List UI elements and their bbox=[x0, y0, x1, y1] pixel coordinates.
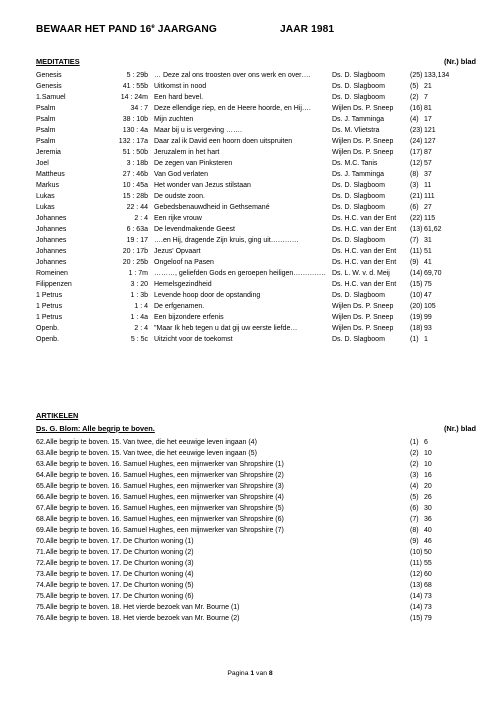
page-number: 30 bbox=[424, 505, 432, 513]
artikel-row bbox=[36, 536, 476, 547]
page-number: 57 bbox=[424, 159, 432, 167]
bible-reference: 1 : 4a bbox=[130, 313, 148, 321]
artikel-title: 64.Alle begrip te boven. 16. Samuel Hughes, een mijnwerker van Shropshire (2) bbox=[36, 472, 284, 480]
meditatie-author: Ds. H.C. van der Ent bbox=[332, 280, 397, 288]
bible-reference: 20 : 17b bbox=[122, 247, 148, 255]
issue-number: (10) bbox=[410, 291, 423, 299]
page-number: 11 bbox=[424, 181, 432, 189]
bible-reference: 27 : 46b bbox=[122, 170, 148, 178]
page-number: 99 bbox=[424, 313, 432, 321]
issue-number: (4) bbox=[410, 115, 419, 123]
artikel-title: 63.Alle begrip te boven. 16. Samuel Hughes, een mijnwerker van Shropshire (1) bbox=[36, 461, 284, 469]
meditatie-row bbox=[36, 158, 476, 169]
meditatie-title: ………, geliefden Gods en geroepen heiligen………….. bbox=[154, 269, 326, 277]
meditatie-title: Daar zal ik David een hoorn doen uitspruiten bbox=[154, 137, 293, 145]
meditatie-title: Mijn zuchten bbox=[154, 115, 194, 123]
meditatie-author: Ds. J. Tamminga bbox=[332, 115, 384, 123]
artikelen-list bbox=[36, 437, 476, 624]
artikel-title: 65.Alle begrip te boven. 16. Samuel Hughes, een mijnwerker van Shropshire (3) bbox=[36, 483, 284, 491]
artikel-title: 62.Alle begrip te boven. 15. Van twee, die het eeuwige leven ingaan (4) bbox=[36, 439, 257, 446]
meditatie-row bbox=[36, 224, 476, 235]
issue-number: (9) bbox=[410, 538, 419, 546]
issue-number: (6) bbox=[410, 203, 419, 211]
meditatie-author: Ds. J. Tamminga bbox=[332, 170, 384, 178]
page-number: 37 bbox=[424, 170, 432, 178]
page-number: 20 bbox=[424, 483, 432, 491]
meditatie-title: De oudste zoon. bbox=[154, 192, 205, 200]
meditatie-title: Maar bij u is vergeving ……. bbox=[154, 126, 242, 134]
meditatie-title: ….en Hij, dragende Zijn kruis, ging uit………… bbox=[154, 236, 299, 244]
page-number: 87 bbox=[424, 148, 432, 156]
issue-number: (6) bbox=[410, 505, 419, 513]
issue-number: (1) bbox=[410, 335, 419, 343]
issue-number: (24) bbox=[410, 137, 423, 145]
meditatie-row bbox=[36, 125, 476, 136]
issue-number: (17) bbox=[410, 148, 423, 156]
artikel-title: 69.Alle begrip te boven. 16. Samuel Hughes, een mijnwerker van Shropshire (7) bbox=[36, 527, 284, 535]
issue-number: (13) bbox=[410, 225, 423, 233]
issue-number: (5) bbox=[410, 82, 419, 90]
issue-number: (3) bbox=[410, 472, 419, 480]
meditatie-author: Wijlen Ds. P. Sneep bbox=[332, 104, 394, 112]
bible-reference: 1 : 3b bbox=[130, 291, 148, 299]
meditatie-title: Levende hoop door de opstanding bbox=[154, 291, 261, 299]
page-number: 1 bbox=[424, 335, 428, 343]
meditatie-title: Van God verlaten bbox=[154, 170, 208, 178]
issue-number: (4) bbox=[410, 483, 419, 491]
meditatie-row bbox=[36, 180, 476, 191]
issue-number: (2) bbox=[410, 461, 419, 469]
meditatie-row bbox=[36, 103, 476, 114]
issue-number: (20) bbox=[410, 302, 423, 310]
artikel-row bbox=[36, 448, 476, 459]
page-number: 105 bbox=[424, 302, 436, 310]
meditatie-row bbox=[36, 147, 476, 158]
issue-number: (2) bbox=[410, 450, 419, 458]
bible-book: Johannes bbox=[36, 236, 67, 244]
meditatie-row bbox=[36, 257, 476, 268]
issue-number: (8) bbox=[410, 170, 419, 178]
issue-number: (14) bbox=[410, 593, 423, 601]
page-number: 60 bbox=[424, 571, 432, 579]
meditatie-author: Ds. D. Slagboom bbox=[332, 93, 385, 101]
page-number: 36 bbox=[424, 516, 432, 524]
bible-book: Johannes bbox=[36, 258, 67, 266]
meditatie-row bbox=[36, 92, 476, 103]
bible-reference: 132 : 17a bbox=[118, 137, 148, 145]
issue-number: (3) bbox=[410, 181, 419, 189]
meditatie-title: Hemelsgezindheid bbox=[154, 280, 212, 288]
page-header bbox=[36, 24, 476, 38]
artikel-row bbox=[36, 558, 476, 569]
page-number: 73 bbox=[424, 593, 432, 601]
issue-number: (15) bbox=[410, 615, 423, 623]
meditatie-title: Uitkomst in nood bbox=[154, 82, 207, 90]
artikel-row bbox=[36, 580, 476, 591]
meditatie-author: Wijlen Ds. P. Sneep bbox=[332, 148, 394, 156]
bible-reference: 14 : 24m bbox=[120, 93, 148, 101]
meditatie-row bbox=[36, 279, 476, 290]
artikel-row bbox=[36, 569, 476, 580]
artikel-row bbox=[36, 613, 476, 624]
bible-book: 1 Petrus bbox=[36, 302, 63, 310]
issue-number: (8) bbox=[410, 527, 419, 535]
meditatie-title: De erfgenamen. bbox=[154, 302, 205, 310]
meditatie-author: Wijlen Ds. P. Sneep bbox=[332, 324, 394, 332]
meditatie-row bbox=[36, 213, 476, 224]
bible-book: 1.Samuel bbox=[36, 93, 66, 101]
page-number: 10 bbox=[424, 461, 432, 469]
page-number: 50 bbox=[424, 549, 432, 557]
meditatie-author: Ds. D. Slagboom bbox=[332, 181, 385, 189]
page-number: 75 bbox=[424, 280, 432, 288]
bible-reference: 34 : 7 bbox=[130, 104, 148, 112]
meditatie-row bbox=[36, 136, 476, 147]
bible-book: Johannes bbox=[36, 247, 67, 255]
meditatie-title: Een hard bevel. bbox=[154, 93, 204, 101]
page-number: 127 bbox=[424, 137, 436, 145]
meditaties-list bbox=[36, 70, 476, 345]
bible-reference: 6 : 63a bbox=[126, 225, 148, 233]
meditaties-heading: MEDITATIES (Nr.) blad bbox=[36, 57, 476, 66]
bible-book: 1 Petrus bbox=[36, 291, 63, 299]
issue-number: (15) bbox=[410, 280, 423, 288]
meditatie-author: Ds. D. Slagboom bbox=[332, 335, 385, 343]
meditatie-author: Ds. D. Slagboom bbox=[332, 71, 385, 79]
issue-number: (9) bbox=[410, 258, 419, 266]
artikel-row bbox=[36, 481, 476, 492]
artikel-row bbox=[36, 525, 476, 536]
artikel-row bbox=[36, 591, 476, 602]
page-number: 111 bbox=[424, 192, 435, 200]
bible-reference: 130 : 4a bbox=[122, 126, 148, 134]
artikel-row bbox=[36, 547, 476, 558]
meditatie-row bbox=[36, 191, 476, 202]
meditatie-row bbox=[36, 312, 476, 323]
bible-book: Markus bbox=[36, 181, 59, 189]
bible-book: Genesis bbox=[36, 71, 62, 79]
artikelen-column-header: (Nr.) blad bbox=[443, 424, 476, 433]
page-number: 31 bbox=[424, 236, 432, 244]
page-number: 16 bbox=[424, 472, 432, 480]
issue-number: (14) bbox=[410, 604, 423, 612]
bible-book: Openb. bbox=[36, 335, 59, 343]
page-number: 68 bbox=[424, 582, 432, 590]
meditatie-author: Ds. H.C. van der Ent bbox=[332, 258, 397, 266]
page-number: 133,134 bbox=[424, 71, 450, 79]
issue-number: (2) bbox=[410, 93, 419, 101]
artikel-title: 70.Alle begrip te boven. 17. De Churton woning (1) bbox=[36, 538, 194, 546]
document-title: BEWAAR HET PAND 16e JAARGANG bbox=[36, 24, 217, 35]
page-number: 40 bbox=[424, 527, 432, 535]
issue-number: (18) bbox=[410, 324, 423, 332]
meditatie-title: De levendmakende Geest bbox=[154, 225, 235, 233]
artikel-title: 75.Alle begrip te boven. 18. Het vierde bezoek van Mr. Bourne (1) bbox=[36, 604, 240, 612]
meditatie-title: Jezus' Opvaart bbox=[154, 247, 201, 255]
meditatie-author: Wijlen Ds. P. Sneep bbox=[332, 137, 394, 145]
bible-reference: 10 : 45a bbox=[122, 181, 148, 189]
bible-reference: 3 : 18b bbox=[126, 159, 148, 167]
total-pages-number: 8 bbox=[268, 670, 273, 677]
bible-reference: 5 : 5c bbox=[130, 335, 148, 343]
issue-number: (25) bbox=[410, 71, 423, 79]
meditatie-title: Jeruzalem in het hart bbox=[154, 148, 220, 156]
page-number: 69,70 bbox=[424, 269, 442, 277]
meditatie-row bbox=[36, 246, 476, 257]
bible-book: Johannes bbox=[36, 214, 67, 222]
bible-reference: 38 : 10b bbox=[122, 115, 148, 123]
meditatie-title: Gebedsbenauwdheid in Gethsemané bbox=[154, 203, 270, 211]
bible-book: Romeinen bbox=[36, 269, 68, 277]
page-number: 93 bbox=[424, 324, 432, 332]
page-number: 81 bbox=[424, 104, 432, 112]
bible-book: Psalm bbox=[36, 115, 56, 123]
page-number: 26 bbox=[424, 494, 432, 502]
bible-reference: 5 : 29b bbox=[126, 71, 148, 79]
artikel-title: 71.Alle begrip te boven. 17. De Churton woning (2) bbox=[36, 549, 194, 557]
page-number: 55 bbox=[424, 560, 432, 568]
page-number: 115 bbox=[424, 214, 436, 222]
meditatie-author: Ds. M.C. Tanis bbox=[332, 159, 378, 167]
bible-book: Genesis bbox=[36, 82, 62, 90]
bible-reference: 20 : 25b bbox=[122, 258, 148, 266]
meditatie-title: Een bijzondere erfenis bbox=[154, 313, 224, 321]
bible-book: Psalm bbox=[36, 126, 56, 134]
artikel-row bbox=[36, 492, 476, 503]
bible-book: 1 Petrus bbox=[36, 313, 63, 321]
artikel-title: 74.Alle begrip te boven. 17. De Churton woning (5) bbox=[36, 582, 194, 590]
page-number: 10 bbox=[424, 450, 432, 458]
issue-number: (11) bbox=[410, 247, 422, 255]
page-number: 61,62 bbox=[424, 225, 442, 233]
meditatie-title: De zegen van Pinksteren bbox=[154, 159, 233, 167]
bible-book: Openb. bbox=[36, 324, 59, 332]
meditatie-row bbox=[36, 334, 476, 345]
page-number: 79 bbox=[424, 615, 432, 623]
meditatie-author: Ds. D. Slagboom bbox=[332, 236, 385, 244]
artikel-row bbox=[36, 437, 476, 448]
page-number: 121 bbox=[424, 126, 436, 134]
artikel-row bbox=[36, 602, 476, 613]
bible-reference: 2 : 4 bbox=[134, 324, 148, 332]
issue-number: (19) bbox=[410, 313, 423, 321]
issue-number: (10) bbox=[410, 549, 423, 557]
meditatie-row bbox=[36, 235, 476, 246]
issue-number: (13) bbox=[410, 582, 423, 590]
meditatie-author: Wijlen Ds. P. Sneep bbox=[332, 302, 394, 310]
bible-reference: 1 : 7m bbox=[128, 269, 148, 277]
meditatie-author: Wijlen Ds. P. Sneep bbox=[332, 313, 394, 321]
meditatie-row bbox=[36, 301, 476, 312]
meditatie-title: Een rijke vrouw bbox=[154, 214, 202, 222]
issue-number: (7) bbox=[410, 516, 419, 524]
issue-number: (22) bbox=[410, 214, 423, 222]
artikelen-subheading: Ds. G. Blom: Alle begrip te boven. (Nr.) blad bbox=[36, 424, 476, 433]
meditatie-row bbox=[36, 169, 476, 180]
bible-reference: 3 : 20 bbox=[130, 280, 148, 288]
bible-book: Mattheus bbox=[36, 170, 65, 178]
current-page-number: 1 bbox=[250, 670, 255, 677]
artikel-row bbox=[36, 514, 476, 525]
bible-book: Lukas bbox=[36, 192, 55, 200]
meditatie-title: … Deze zal ons troosten over ons werk en over…. bbox=[154, 71, 311, 79]
meditatie-author: Ds. H.C. van der Ent bbox=[332, 214, 397, 222]
issue-number: (21) bbox=[410, 192, 423, 200]
page-number: 17 bbox=[424, 115, 432, 123]
issue-number: (5) bbox=[410, 494, 419, 502]
issue-number: (7) bbox=[410, 236, 419, 244]
issue-number: (14) bbox=[410, 269, 423, 277]
page-number: 41 bbox=[424, 258, 432, 266]
issue-number: (11) bbox=[410, 560, 422, 568]
meditatie-author: Ds. H.C. van der Ent bbox=[332, 247, 397, 255]
issue-number: (12) bbox=[410, 571, 423, 579]
bible-book: Johannes bbox=[36, 225, 67, 233]
issue-number: (1) bbox=[410, 439, 419, 446]
issue-number: (12) bbox=[410, 159, 423, 167]
meditatie-author: Ds. D. Slagboom bbox=[332, 82, 385, 90]
bible-book: Jeremia bbox=[36, 148, 61, 156]
page-number: 21 bbox=[424, 82, 432, 90]
page-number: 46 bbox=[424, 538, 432, 546]
bible-book: Joel bbox=[36, 159, 49, 167]
artikel-title: 67.Alle begrip te boven. 16. Samuel Hughes, een mijnwerker van Shropshire (5) bbox=[36, 505, 284, 513]
meditatie-row bbox=[36, 70, 476, 81]
meditatie-row bbox=[36, 114, 476, 125]
page-number: 6 bbox=[424, 439, 428, 446]
bible-reference: 41 : 55b bbox=[122, 82, 148, 90]
meditatie-title: Ongeloof na Pasen bbox=[154, 258, 214, 266]
artikelen-heading: ARTIKELEN bbox=[36, 411, 79, 420]
page-number: 73 bbox=[424, 604, 432, 612]
meditatie-title: Deze ellendige riep, en de Heere hoorde, en Hij…. bbox=[154, 104, 311, 112]
meditatie-author: Ds. M. Vlietstra bbox=[332, 126, 380, 134]
meditatie-author: Ds. H.C. van der Ent bbox=[332, 225, 397, 233]
meditatie-title: "Maar Ik heb tegen u dat gij uw eerste liefde… bbox=[154, 324, 298, 332]
artikel-title: 68.Alle begrip te boven. 16. Samuel Hughes, een mijnwerker van Shropshire (6) bbox=[36, 516, 284, 524]
artikel-row bbox=[36, 470, 476, 481]
bible-book: Lukas bbox=[36, 203, 55, 211]
meditatie-row bbox=[36, 290, 476, 301]
issue-number: (23) bbox=[410, 126, 423, 134]
meditatie-title: Uitzicht voor de toekomst bbox=[154, 335, 233, 343]
bible-reference: 22 : 44 bbox=[126, 203, 148, 211]
meditatie-author: Ds. D. Slagboom bbox=[332, 291, 385, 299]
artikel-title: 66.Alle begrip te boven. 16. Samuel Hughes, een mijnwerker van Shropshire (4) bbox=[36, 494, 284, 502]
page-number: 27 bbox=[424, 203, 432, 211]
bible-reference: 19 : 17 bbox=[126, 236, 148, 244]
meditatie-title: Het wonder van Jezus stilstaan bbox=[154, 181, 251, 189]
bible-book: Psalm bbox=[36, 137, 56, 145]
bible-book: Psalm bbox=[36, 104, 56, 112]
document-year: JAAR 1981 bbox=[280, 24, 335, 35]
artikel-title: 63.Alle begrip te boven. 15. Van twee, die het eeuwige leven ingaan (5) bbox=[36, 450, 257, 458]
artikel-title: 73.Alle begrip te boven. 17. De Churton woning (4) bbox=[36, 571, 194, 579]
artikel-title: 75.Alle begrip te boven. 17. De Churton woning (6) bbox=[36, 593, 194, 601]
meditatie-row bbox=[36, 323, 476, 334]
meditatie-author: Ds. L. W. v. d. Meij bbox=[332, 269, 390, 277]
page-number: 7 bbox=[424, 93, 428, 101]
meditatie-row bbox=[36, 81, 476, 92]
bible-reference: 2 : 4 bbox=[134, 214, 148, 222]
page-number: 47 bbox=[424, 291, 432, 299]
meditatie-row bbox=[36, 268, 476, 279]
artikel-row bbox=[36, 503, 476, 514]
meditatie-row bbox=[36, 202, 476, 213]
bible-reference: 51 : 50b bbox=[122, 148, 148, 156]
page-number: 51 bbox=[424, 247, 432, 255]
artikel-title: 76.Alle begrip te boven. 18. Het vierde bezoek van Mr. Bourne (2) bbox=[36, 615, 240, 623]
meditatie-author: Ds. D. Slagboom bbox=[332, 192, 385, 200]
page-footer: Pagina 1 van 8 bbox=[227, 670, 273, 677]
meditatie-author: Ds. D. Slagboom bbox=[332, 203, 385, 211]
meditaties-column-header: (Nr.) blad bbox=[443, 57, 476, 66]
bible-book: Filippenzen bbox=[36, 280, 72, 288]
artikel-title: 72.Alle begrip te boven. 17. De Churton woning (3) bbox=[36, 560, 194, 568]
bible-reference: 1 : 4 bbox=[134, 302, 148, 310]
bible-reference: 15 : 28b bbox=[122, 192, 148, 200]
artikel-row bbox=[36, 459, 476, 470]
issue-number: (16) bbox=[410, 104, 423, 112]
superscript: e bbox=[151, 24, 155, 30]
